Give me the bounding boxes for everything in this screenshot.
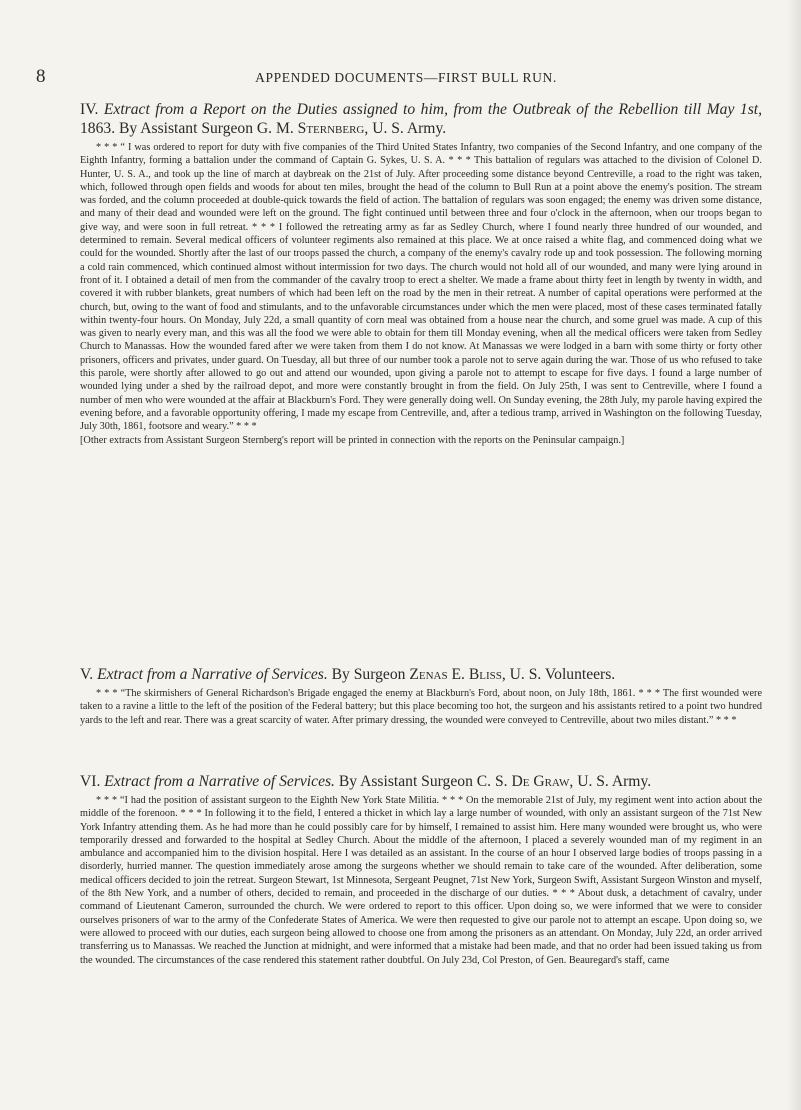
section-title-italic: Extract from a Narrative of Services.: [104, 773, 335, 790]
section-number: VI.: [80, 773, 101, 790]
section-author-name: Zenas E. Bliss,: [409, 666, 506, 683]
section-number: IV.: [80, 101, 99, 118]
section-title: [80, 100, 762, 138]
section-body: * * * “ I was ordered to report for duty with five companies of the Third United States Infantry, two companies of the Second Infantry, and one company of the Eighth Infantry, forming a battalion under the command of Captain G. Sykes, U. S. A. * * * This battalion of regulars was attached to the division of Colonel D. Hunter, U. S. A., and took up the line of march at daybreak on the 21st of July. After proceeding some distance beyond Centreville, a road to the right was taken, which, followed through open fields and woods for about ten miles, brought the head of the column to Bull Run at a point above the enemy's position. The stream was forded, and the column proceeded at double-quick towards the field of action. The battalion of regulars was soon engaged; the enemy was driven some distance, and many of their dead and wounded were left on the ground. The fight continued until between three and four o'clock in the afternoon, when our troops began to give way, and were soon in full retreat. * * * I followed the retreating army as far as Sedley Church, where I found nearly three hundred of our wounded, and determined to remain. Several medical officers of volunteer regiments also remained at this place. We at once raised a white flag, and commenced doing what we could for the wounded. Shortly after the last of our troops passed the church, a company of the enemy's cavalry rode up and took possession. The following morning a cold rain commenced, which continued almost without intermission for two days. The church would not hold all of our wounded, and many were lying around in front of it. I obtained a detail of men from the commander of the cavalry troop to erect a shelter. We made a frame about thirty feet in length by twenty in width, and covered it with rubber blankets, great numbers of which had been left on the road by the men in their retreat. A number of capital operations were performed at the church, but, owing to the want of food and stimulants, and to the unfavorable circumstances under which the men were placed, most of these cases terminated fatally within twenty-four hours. On Monday, July 22d, a small quantity of corn meal was obtained from a house near the church, and some gruel was made. A cup of this was given to nearly every man, and this was all the food we were able to obtain for them till Monday evening, when all the medical officers were taken from Sedley Church to Manassas. How the wounded fared after we were taken from them I do not know. At Manassas we were lodged in a barn with some thirty or forty other prisoners, officers and privates, under guard. On Tuesday, all but three of our number took a parole not to serve again during the war. Those of us who refused to take this parole, were shortly after allowed to go out and attend our wounded, upon giving a parole not to attempt to escape for five days. I found a large number of wounded lying under a shed by the railroad depot, and more were constantly brought in from the field. On July 25th, I was sent to Centreville, where I found a number of men who were wounded at the affair at Blackburn's Ford. They were generally doing well. On Sunday evening, the 28th July, my parole having expired the evening before, and a favorable opportunity offering, I made my escape from Centreville, and, after a tedious tramp, arrived in Washington on the following Tuesday, July 30th, 1861, footsore and weary.” * * *: [80, 142, 762, 433]
section-body: * * * “I had the position of assistant surgeon to the Eighth New York State Militia. * * * On the memorable 21st of July, my regiment went into action about the middle of the forenoon. * * * In following it to the field, I entered a thicket in which lay a large number of wounded, with only an assistant surgeon of the 71st New York Infantry attending them. As he had more than he could possibly care for by himself, I remained to assist him. Here many wounded were brought us, who were temporarily dressed and forwarded to the hospital at Sedley Church. About the middle of the afternoon, I placed a severely wounded man of my regiment in an ambulance and accompanied him to the division hospital. Here I was detailed as an assistant. In the course of an hour I observed large bodies of troops passing in a disorderly, hurried manner. The question immediately arose among the surgeons whether we should remain to take care of the wounded. After deliberation, some medical officers decided to join the retreat. Surgeon Stewart, 1st Minnesota, Sergeant Peugnet, 71st New York, Surgeon Swift, Assistant Surgeon Winston and myself, of the 8th New York, and a number of others, decided to remain, and proceeded in the discharge of our duties. * * * About dusk, a detachment of cavalry, under command of Lieutenant Cameron, surrounded the church. We were ordered to report to this officer. Upon doing so, we were informed that we were to consider ourselves prisoners of war to the army of the Confederate States of America. We were then requested to give our parole not to attempt an escape. Upon doing so, we were allowed to proceed with our duties, each surgeon being allowed to choose one from among the prisoners as an attendant. On Monday, July 22d, an order arrived transferring us to Manassas. We reached the Junction at midnight, and were informed that a mistake had been made, and that no order had been issued taking us from the wounded. The circumstances of the case rendered this statement rather doubtful. On July 23d, Col Preston, of Gen. Beauregard's staff, came: [80, 795, 762, 966]
section-vi: [80, 772, 762, 967]
page-content: [80, 100, 762, 967]
section-title-italic: Extract from a Narrative of Services.: [97, 666, 328, 683]
section-number: V.: [80, 666, 94, 683]
section-title: [80, 665, 762, 684]
section-author-prefix: By Assistant Surgeon G. M.: [119, 120, 294, 137]
section-author-suffix: U. S. Army.: [372, 120, 447, 137]
section-title: [80, 772, 762, 791]
section-title-italic: Extract from a Report on the Duties assigned to him, from the Outbreak of the Rebellion till May 1st,: [103, 101, 762, 118]
section-author-prefix: By Assistant Surgeon C. S.: [338, 773, 508, 790]
section-title-year: 1863.: [80, 120, 116, 137]
section-author-name: De Graw,: [511, 773, 574, 790]
section-iv: [80, 100, 762, 645]
page-edge-shadow: [787, 0, 801, 1110]
section-v: [80, 665, 762, 750]
page-header: [36, 66, 776, 88]
section-author-name: Sternberg,: [297, 120, 369, 137]
running-head: APPENDED DOCUMENTS—FIRST BULL RUN.: [255, 70, 557, 85]
editorial-note: [Other extracts from Assistant Surgeon Sternberg's report will be printed in connection with the reports on the Peninsular campaign.]: [80, 434, 625, 446]
section-author-suffix: U. S. Army.: [577, 773, 652, 790]
section-author-suffix: U. S. Volunteers.: [509, 666, 616, 683]
page-number: 8: [36, 66, 46, 87]
section-body: * * * “The skirmishers of General Richardson's Brigade engaged the enemy at Blackburn's Ford, about noon, on July 18th, 1861. * * * The first wounded were taken to a ravine a little to the left of the position of the Federal battery; but this place becoming too hot, the surgeon and his assistants retired to a point two hundred yards to the left and rear. There was a great scarcity of water. After primary dressing, the wounded were conveyed to Centreville, about two miles distant.” * * *: [80, 688, 762, 726]
section-author-prefix: By Surgeon: [331, 666, 406, 683]
